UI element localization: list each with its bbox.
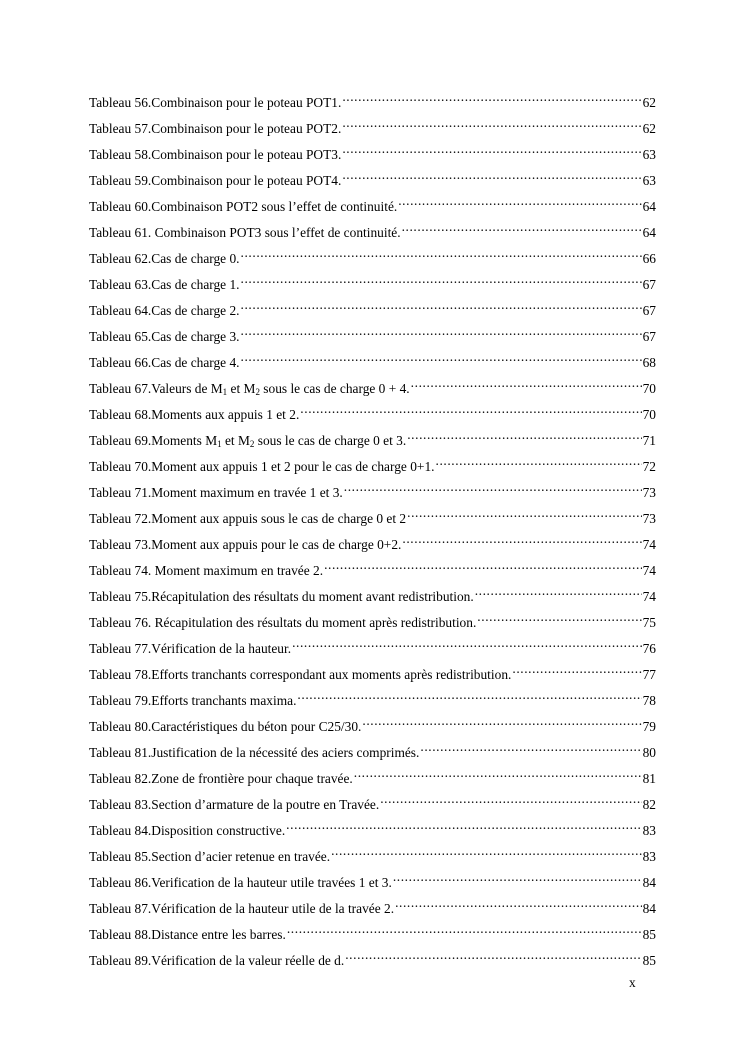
toc-entry-page: 73: [642, 511, 656, 526]
toc-dot-leader: [342, 139, 641, 159]
toc-entry[interactable]: [89, 165, 656, 191]
toc-dot-leader: [241, 295, 642, 315]
toc-dot-leader: [407, 503, 641, 523]
toc-entry-page: 72: [642, 459, 656, 474]
toc-dot-leader: [354, 763, 642, 783]
toc-entry-page: 79: [642, 719, 656, 734]
toc-dot-leader: [342, 165, 641, 185]
toc-dot-leader: [393, 867, 642, 887]
toc-entry-title: Tableau 74. Moment maximum en travée 2.: [89, 563, 324, 578]
toc-entry-page: 74: [642, 537, 656, 552]
toc-entry-page: 81: [642, 771, 656, 786]
toc-entry-page: 83: [642, 849, 656, 864]
toc-entry-title: Tableau 72.Moment aux appuis sous le cas de charge 0 et 2: [89, 511, 407, 526]
toc-entry-title: Tableau 65.Cas de charge 3.: [89, 329, 240, 344]
toc-entry-title: Tableau 87.Vérification de la hauteur utile de la travée 2.: [89, 901, 395, 916]
toc-entry[interactable]: [89, 893, 656, 919]
toc-entry-page: 80: [642, 745, 656, 760]
toc-dot-leader: [398, 191, 641, 211]
toc-entry-title: Tableau 56.Combinaison pour le poteau POT1.: [89, 95, 342, 110]
toc-entry-page: 75: [642, 615, 656, 630]
toc-entry[interactable]: [89, 919, 656, 945]
toc-entry[interactable]: [89, 555, 656, 581]
toc-entry[interactable]: [89, 243, 656, 269]
toc-entry-page: 67: [642, 303, 656, 318]
toc-entry-title: Tableau 88.Distance entre les barres.: [89, 927, 286, 942]
toc-entry-title: Tableau 58.Combinaison pour le poteau POT3.: [89, 147, 342, 162]
toc-entry-title: Tableau 70.Moment aux appuis 1 et 2 pour le cas de charge 0+1.: [89, 459, 435, 474]
toc-entry[interactable]: [89, 425, 656, 451]
toc-entry-title: Tableau 85.Section d’acier retenue en travée.: [89, 849, 331, 864]
toc-dot-leader: [287, 919, 642, 939]
toc-entry-title: Tableau 62.Cas de charge 0.: [89, 251, 240, 266]
toc-entry[interactable]: [89, 139, 656, 165]
toc-entry[interactable]: [89, 945, 656, 971]
toc-dot-leader: [297, 685, 641, 705]
toc-dot-leader: [342, 113, 641, 133]
toc-entry-title: Tableau 63.Cas de charge 1.: [89, 277, 240, 292]
toc-entry[interactable]: [89, 347, 656, 373]
toc-entry[interactable]: [89, 685, 656, 711]
toc-dot-leader: [331, 841, 642, 861]
toc-entry[interactable]: [89, 867, 656, 893]
toc-entry-page: 70: [642, 407, 656, 422]
toc-dot-leader: [436, 451, 642, 471]
toc-dot-leader: [512, 659, 641, 679]
toc-dot-leader: [411, 373, 642, 393]
toc-dot-leader: [395, 893, 642, 913]
toc-entry[interactable]: [89, 815, 656, 841]
toc-dot-leader: [241, 269, 642, 289]
toc-entry-page: 74: [642, 589, 656, 604]
toc-entry-page: 84: [642, 875, 656, 890]
toc-entry-title: Tableau 86.Verification de la hauteur utile travées 1 et 3.: [89, 875, 392, 890]
toc-entry[interactable]: [89, 529, 656, 555]
toc-entry-title: Tableau 82.Zone de frontière pour chaque travée.: [89, 771, 353, 786]
toc-entry-title: Tableau 76. Récapitulation des résultats du moment après redistribution.: [89, 615, 477, 630]
toc-entry-page: 85: [642, 927, 656, 942]
toc-entry-page: 85: [642, 953, 656, 968]
toc-entry[interactable]: [89, 87, 656, 113]
toc-dot-leader: [241, 347, 642, 367]
toc-entry[interactable]: [89, 217, 656, 243]
toc-entry-page: 67: [642, 277, 656, 292]
toc-entry[interactable]: [89, 841, 656, 867]
toc-dot-leader: [420, 737, 641, 757]
toc-entry-page: 62: [642, 121, 656, 136]
toc-entry-page: 67: [642, 329, 656, 344]
toc-entry-title: Tableau 69.Moments $M_1$ et $M_2$ sous le cas de charge 0 et 3.: [89, 433, 407, 449]
toc-entry-title: Tableau 64.Cas de charge 2.: [89, 303, 240, 318]
toc-entry[interactable]: [89, 451, 656, 477]
toc-entry[interactable]: [89, 295, 656, 321]
toc-dot-leader: [292, 633, 642, 653]
toc-dot-leader: [324, 555, 642, 575]
toc-entry-page: 83: [642, 823, 656, 838]
toc-entry-page: 68: [642, 355, 656, 370]
toc-entry-page: 76: [642, 641, 656, 656]
toc-entry-title: Tableau 83.Section d’armature de la poutre en Travée.: [89, 797, 380, 812]
toc-entry-page: 77: [642, 667, 656, 682]
toc-dot-leader: [241, 243, 642, 263]
toc-entry-page: 64: [642, 199, 656, 214]
toc-dot-leader: [345, 945, 641, 965]
toc-entry[interactable]: [89, 321, 656, 347]
toc-entry-page: 78: [642, 693, 656, 708]
toc-entry[interactable]: [89, 113, 656, 139]
toc-entry-page: 71: [642, 433, 656, 448]
toc-entry[interactable]: [89, 659, 656, 685]
toc-entry[interactable]: [89, 737, 656, 763]
toc-entry[interactable]: [89, 503, 656, 529]
toc-entry[interactable]: [89, 789, 656, 815]
toc-entry-title: Tableau 71.Moment maximum en travée 1 et 3.: [89, 485, 343, 500]
toc-entry-title: Tableau 80.Caractéristiques du béton pour C25/30.: [89, 719, 362, 734]
toc-entry[interactable]: [89, 633, 656, 659]
toc-entry[interactable]: [89, 711, 656, 737]
toc-entry-page: 84: [642, 901, 656, 916]
toc-entry-page: 74: [642, 563, 656, 578]
toc-entry-title: Tableau 79.Efforts tranchants maxima.: [89, 693, 297, 708]
toc-entry-page: 64: [642, 225, 656, 240]
toc-entry-title: Tableau 78.Efforts tranchants correspondant aux moments après redistribution.: [89, 667, 512, 682]
toc-entry-page: 63: [642, 147, 656, 162]
toc-entry-page: 66: [642, 251, 656, 266]
toc-dot-leader: [286, 815, 641, 835]
toc-entry-page: 62: [642, 95, 656, 110]
toc-entry-title: Tableau 84.Disposition constructive.: [89, 823, 286, 838]
toc-entry-page: 73: [642, 485, 656, 500]
toc-entry-title: Tableau 75.Récapitulation des résultats du moment avant redistribution.: [89, 589, 474, 604]
toc-dot-leader: [380, 789, 641, 809]
toc-entry-page: 70: [642, 381, 656, 396]
toc-entry-page: 63: [642, 173, 656, 188]
toc-entry-page: 82: [642, 797, 656, 812]
toc-dot-leader: [402, 217, 642, 237]
table-of-tables: [89, 87, 656, 971]
toc-dot-leader: [402, 529, 641, 549]
toc-entry-title: Tableau 57.Combinaison pour le poteau POT2.: [89, 121, 342, 136]
toc-entry-title: Tableau 59.Combinaison pour le poteau POT4.: [89, 173, 342, 188]
toc-entry[interactable]: [89, 191, 656, 217]
toc-dot-leader: [477, 607, 641, 627]
toc-entry-title: Tableau 61. Combinaison POT3 sous l’effet de continuité.: [89, 225, 401, 240]
toc-entry-title: Tableau 68.Moments aux appuis 1 et 2.: [89, 407, 300, 422]
toc-entry-title: Tableau 89.Vérification de la valeur réelle de d.: [89, 953, 345, 968]
toc-entry-title: Tableau 66.Cas de charge 4.: [89, 355, 240, 370]
toc-entry[interactable]: [89, 763, 656, 789]
toc-entry[interactable]: [89, 581, 656, 607]
toc-entry-title: Tableau 73.Moment aux appuis pour le cas de charge 0+2.: [89, 537, 402, 552]
toc-entry-title: Tableau 60.Combinaison POT2 sous l’effet de continuité.: [89, 199, 398, 214]
toc-entry[interactable]: [89, 269, 656, 295]
toc-entry[interactable]: [89, 477, 656, 503]
toc-entry-title: Tableau 67.Valeurs de $M_1$ et $M_2$ sous le cas de charge 0 + 4.: [89, 381, 410, 397]
toc-entry[interactable]: [89, 607, 656, 633]
page-number: x: [629, 975, 636, 990]
toc-dot-leader: [344, 477, 642, 497]
toc-dot-leader: [342, 87, 641, 107]
toc-dot-leader: [300, 399, 641, 419]
toc-entry[interactable]: [89, 373, 656, 399]
toc-entry-title: Tableau 77.Vérification de la hauteur.: [89, 641, 292, 656]
toc-dot-leader: [475, 581, 642, 601]
toc-dot-leader: [241, 321, 642, 341]
toc-entry-title: Tableau 81.Justification de la nécessité des aciers comprimés.: [89, 745, 420, 760]
toc-dot-leader: [362, 711, 641, 731]
toc-entry[interactable]: [89, 399, 656, 425]
toc-dot-leader: [407, 425, 641, 445]
